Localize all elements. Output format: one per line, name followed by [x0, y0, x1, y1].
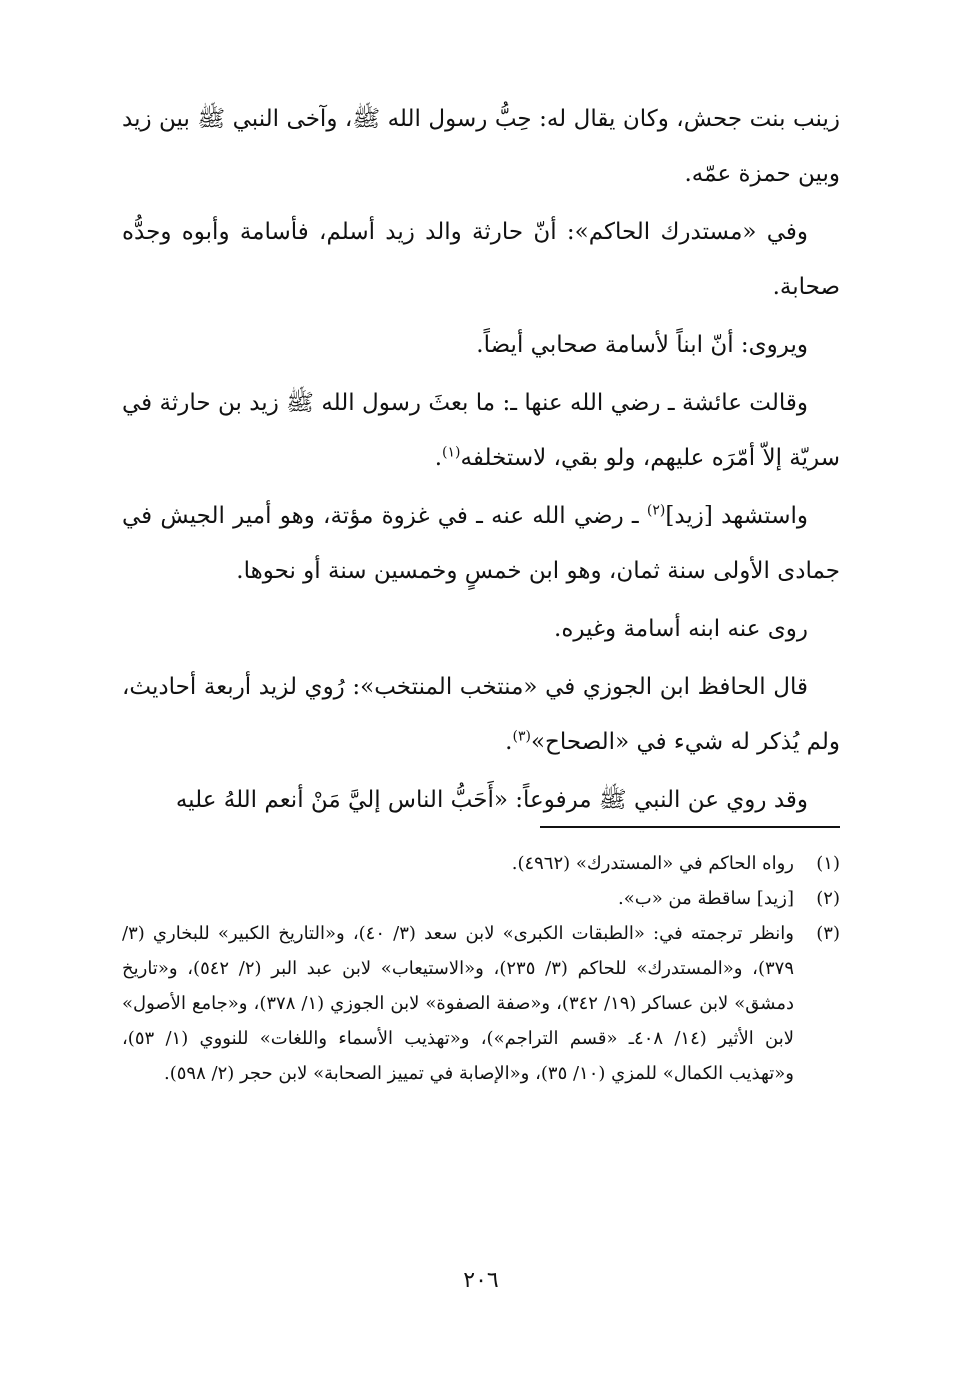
main-text [122, 92, 840, 831]
paragraph-4-text: وقالت عائشة ـ رضي الله عنها ـ: ما بعثَ رسول الله ﷺ زيد بن حارثة في سريّة إلاّ أمّرَه عليهم، ولو بقي، لاستخلفه [122, 390, 840, 471]
footnote-separator [540, 826, 840, 828]
paragraph-7 [122, 660, 840, 770]
paragraph-2: وفي «مستدرك الحاكم»: أنّ حارثة والد زيد أسلم، فأسامة وأبوه وجدُّه صحابة. [122, 219, 840, 300]
paragraph-5 [122, 489, 840, 599]
footnote-text: رواه الحاكم في «المستدرك» (٤٩٦٢). [511, 853, 794, 874]
paragraph-7-end: . [505, 729, 513, 755]
paragraph-5-text: ـ رضي الله عنه ـ في غزوة مؤتة، وهو أمير الجيش في جمادى الأولى سنة ثمان، وهو ابن خمسٍ وخمسين سنة أو نحوها. [122, 503, 840, 584]
page-number: ٢٠٦ [463, 1268, 499, 1293]
footnote-2 [122, 881, 840, 916]
footnotes [122, 846, 840, 1091]
footnote-1 [122, 846, 840, 881]
footnote-ref-2[interactable]: (٢) [646, 502, 666, 519]
paragraph-4 [122, 376, 840, 486]
footnote-3 [122, 916, 840, 1091]
footnote-number: (٢) [816, 888, 840, 909]
paragraph-5-start: واستشهد [زيد] [665, 503, 808, 529]
paragraph-7-text: قال الحافظ ابن الجوزي في «منتخب المنتخب»: رُوي لزيد أربعة أحاديث، ولم يُذكر له شيء في «الصحاح» [122, 674, 840, 755]
footnote-text: [زيد] ساقطة من «ب». [618, 888, 794, 909]
footnote-number: (١) [816, 853, 840, 874]
paragraph-4-end: . [434, 445, 443, 471]
paragraph-3: ويروى: أنّ ابناً لأسامة صحابي أيضاً. [476, 332, 808, 358]
footnote-ref-3[interactable]: (٣) [512, 728, 531, 745]
footnote-ref-1[interactable]: (١) [442, 444, 461, 461]
paragraph-8: وقد روي عن النبي ﷺ مرفوعاً: «أَحَبُّ الناس إليَّ مَنْ أنعم اللهُ عليه [175, 787, 808, 813]
paragraph-1: زينب بنت جحش، وكان يقال له: حِبُّ رسول الله ﷺ، وآخى النبي ﷺ بين زيد وبين حمزة عمّه. [122, 106, 840, 187]
footnote-text: وانظر ترجمته في: «الطبقات الكبرى» لابن سعد (٣/ ٤٠)، و«التاريخ الكبير» للبخاري (٣/ ٣٧٩)، و«المستدرك» للحاكم (٣/ ٢٣٥)، و«الاستيعاب» لابن عبد البر (٢/ ٥٤٢)، و«تاريخ دمشق» لابن عساكر (١٩/ ٣٤٢)، و«صفة الصفوة» لابن الجوزي (١/ ٣٧٨)، و«جامع الأصول» لابن الأثير (١٤/ ٤٠٨ـ «قسم التراجم»)، و«تهذيب الأسماء واللغات» للنووي (١/ ٥٣)، و«تهذيب الكمال» للمزي (١٠/ ٣٥)، و«الإصابة في تمييز الصحابة» لابن حجر (٢/ ٥٩٨). [122, 923, 795, 1084]
footnote-number: (٣) [816, 923, 840, 944]
paragraph-6: روى عنه ابنه أسامة وغيره. [554, 616, 808, 642]
